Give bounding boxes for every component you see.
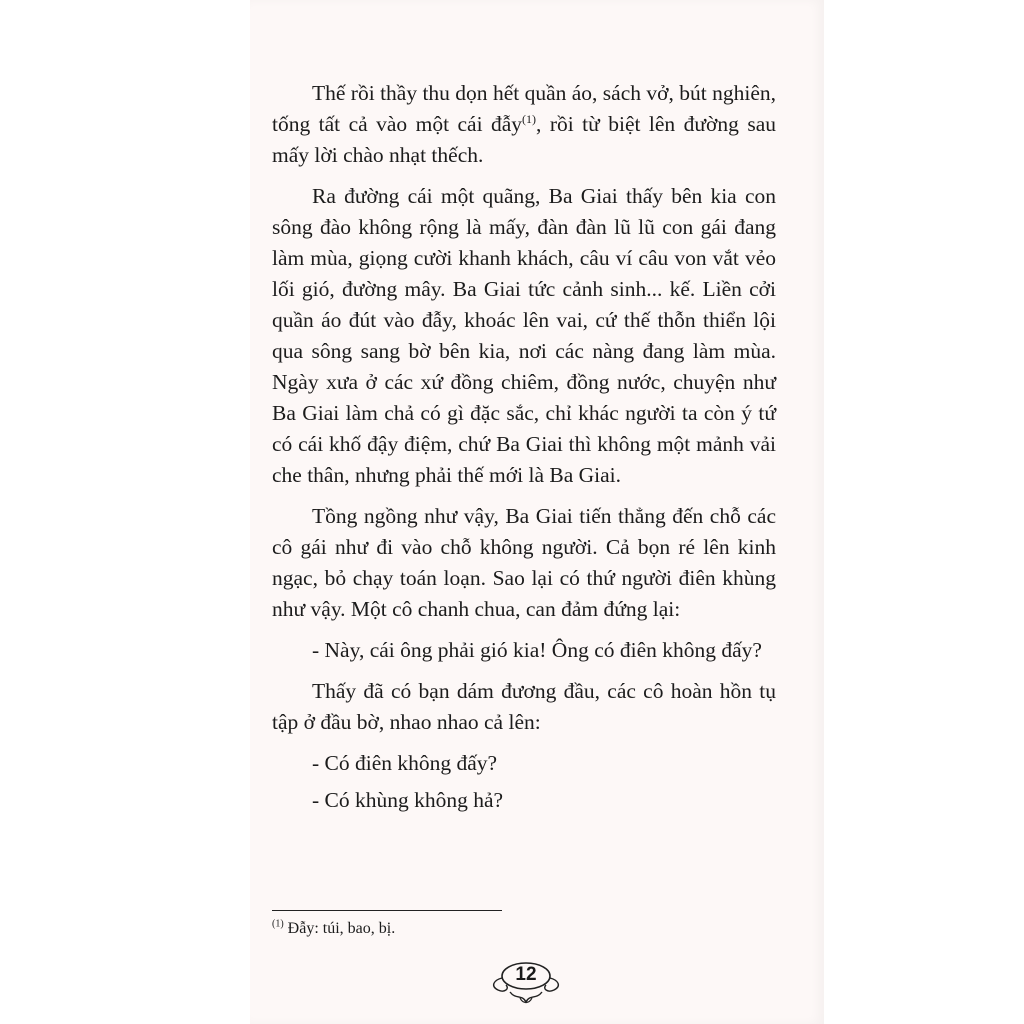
dialogue-line-3: - Có khùng không hả? (312, 788, 504, 812)
footnote-text: Đẫy: túi, bao, bị. (283, 920, 396, 937)
footnote-divider (272, 910, 502, 911)
footnote-reference: (1) (522, 111, 537, 126)
body-text (272, 78, 776, 822)
paragraph-2: Ra đường cái một quãng, Ba Giai thấy bên kia con sông đào không rộng là mấy, đàn đàn lũ lũ con gái đang làm mùa, giọng cười khanh khách, câu ví câu von vắt vẻo lối gió, đường mây. Ba Giai tức cảnh sinh... kế. Liền cởi quần áo đút vào đẫy, khoác lên vai, cứ thế thỗn thiển lội qua sông sang bờ bên kia, nơi các nàng đang làm mùa. Ngày xưa ở các xứ đồng chiêm, đồng nước, chuyện như Ba Giai làm chả có gì đặc sắc, chỉ khác người ta còn ý tứ có cái khố đậy điệm, chứ Ba Giai thì không một mảnh vải che thân, nhưng phải thế mới là Ba Giai. (272, 184, 776, 487)
footnote-mark: (1) (272, 918, 284, 930)
paragraph-3: Tồng ngồng như vậy, Ba Giai tiến thẳng đến chỗ các cô gái như đi vào chỗ không người. Cả bọn ré lên kinh ngạc, bỏ chạy toán loạn. Sao lại có thứ người điên khùng như vậy. Một cô chanh chua, can đảm đứng lại: (272, 504, 776, 621)
dialogue-line-2: - Có điên không đấy? (312, 751, 498, 775)
paragraph-4: Thấy đã có bạn dám đương đầu, các cô hoàn hồn tụ tập ở đầu bờ, nhao nhao cả lên: (272, 679, 776, 734)
page-number-badge (476, 956, 576, 1010)
paragraph-1: Thế rồi thầy thu dọn hết quần áo, sách vở, bút nghiên, tống tất cả vào một cái đẫy$^{(1)}$, rồi từ biệt lên đường sau mấy lời chào nhạt thếch. (272, 81, 776, 167)
page-number: 12 (515, 964, 537, 985)
dialogue-line-1: - Này, cái ông phải gió kia! Ông có điên không đấy? (312, 638, 762, 662)
footnote (272, 920, 395, 938)
